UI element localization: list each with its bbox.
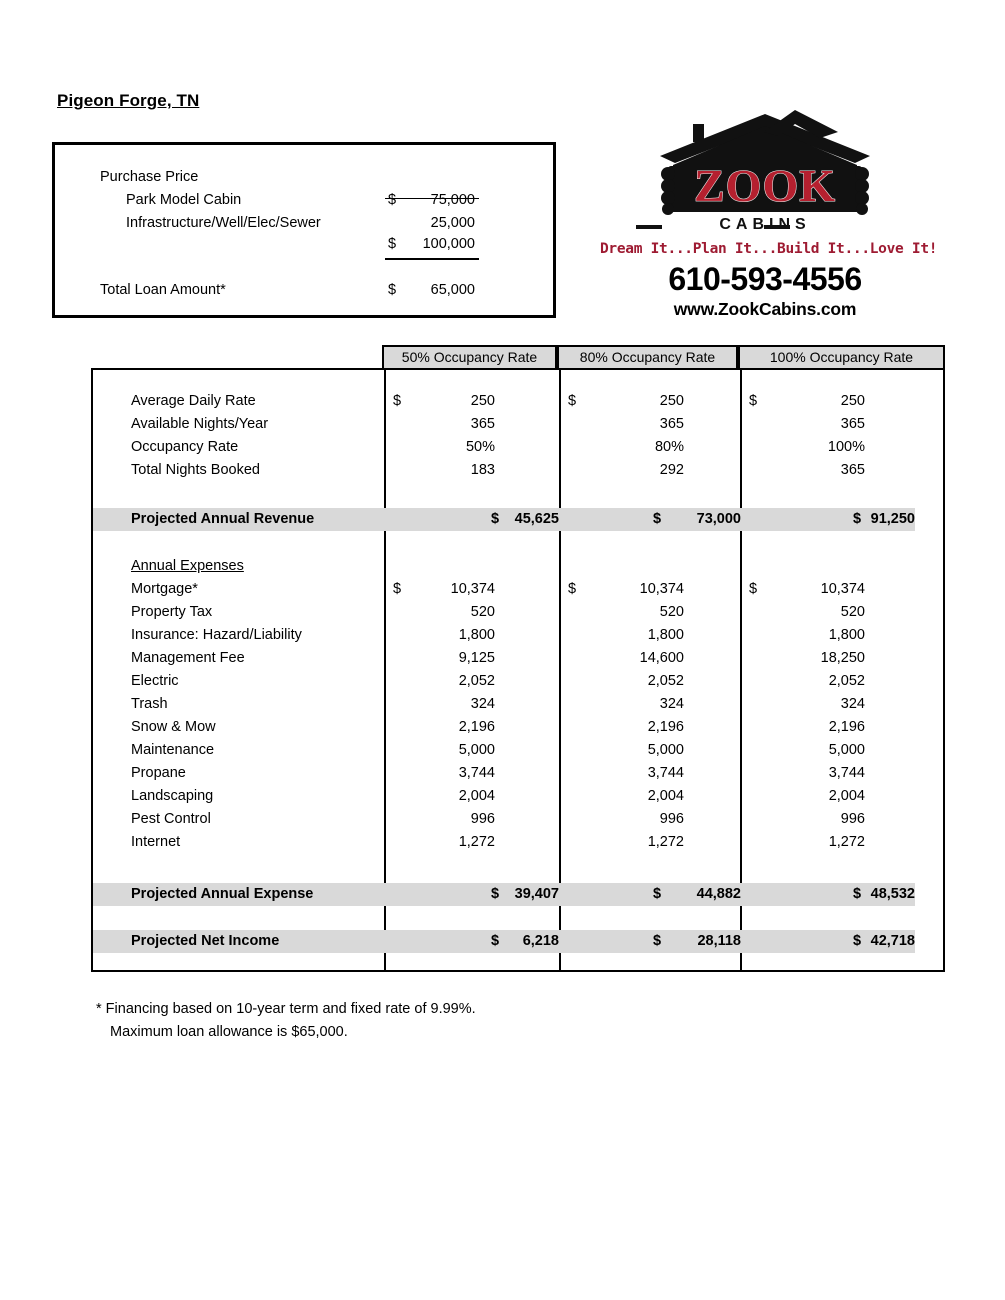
cell-value: 10,374: [820, 581, 865, 597]
annual-expenses-heading: Annual Expenses: [131, 558, 244, 574]
subtotal-currency: $: [388, 236, 397, 252]
row-label: Available Nights/Year: [131, 416, 269, 432]
cell-value: 18,250: [820, 650, 865, 666]
cell-value: 996: [470, 811, 495, 827]
row-label: Propane: [131, 765, 186, 781]
cell-value: 250: [470, 393, 495, 409]
cell-value: 2,196: [828, 719, 865, 735]
cell-currency: $: [491, 511, 500, 527]
cell-value: 73,000: [696, 511, 741, 527]
cell-currency: $: [491, 933, 500, 949]
cell-value: 365: [470, 416, 495, 432]
total-loan-amount-value: 65,000: [430, 282, 475, 298]
cell-value: 292: [659, 462, 684, 478]
subtotal-rule-bottom: [385, 258, 479, 260]
projected-annual-revenue-row: [93, 508, 915, 531]
cell-currency: $: [749, 393, 758, 409]
cell-value: 2,052: [828, 673, 865, 689]
column-header-50-occupancy: 50% Occupancy Rate: [382, 345, 557, 370]
zook-cabins-logo: [600, 108, 938, 319]
cell-value: 250: [840, 393, 865, 409]
row-label: Snow & Mow: [131, 719, 216, 735]
line-item-amount-infrastructure: 25,000: [430, 215, 475, 231]
purchase-price-heading: Purchase Price: [100, 169, 199, 185]
phone-number: 610-593-4556: [668, 261, 862, 297]
row-label: Pest Control: [131, 811, 211, 827]
proforma-table: [91, 368, 945, 972]
cell-value: 996: [659, 811, 684, 827]
cell-value: 39,407: [514, 886, 559, 902]
cell-value: 2,004: [647, 788, 684, 804]
cell-value: 5,000: [828, 742, 865, 758]
line-item-label-infrastructure: Infrastructure/Well/Elec/Sewer: [126, 215, 321, 231]
cell-currency: $: [568, 393, 577, 409]
cell-value: 2,052: [647, 673, 684, 689]
cell-value: 183: [470, 462, 495, 478]
cell-currency: $: [491, 886, 500, 902]
cell-value: 10,374: [450, 581, 495, 597]
cell-currency: $: [568, 581, 577, 597]
cell-value: 2,196: [647, 719, 684, 735]
cell-value: 324: [470, 696, 495, 712]
cell-value: 520: [470, 604, 495, 620]
logo-tagline: Dream It...Plan It...Build It...Love It!: [600, 241, 938, 257]
cell-value: 91,250: [870, 511, 915, 527]
row-label: Insurance: Hazard/Liability: [131, 627, 302, 643]
cell-value: 42,718: [870, 933, 915, 949]
cell-value: 996: [840, 811, 865, 827]
row-label: Landscaping: [131, 788, 214, 804]
cell-currency: $: [749, 581, 758, 597]
table-row: [93, 716, 943, 739]
table-row: [93, 390, 943, 413]
cell-value: 2,052: [458, 673, 495, 689]
cell-value: 50%: [465, 439, 495, 455]
cell-value: 2,004: [828, 788, 865, 804]
cell-currency: $: [853, 511, 862, 527]
projected-annual-expense-row: [93, 883, 915, 906]
footnote-line-2: Maximum loan allowance is $65,000.: [110, 1024, 348, 1040]
cell-value: 365: [659, 416, 684, 432]
cell-value: 365: [840, 416, 865, 432]
row-label: Occupancy Rate: [131, 439, 239, 455]
cell-value: 5,000: [647, 742, 684, 758]
row-label: Internet: [131, 834, 181, 850]
row-label: Property Tax: [131, 604, 213, 620]
row-label: Average Daily Rate: [131, 393, 256, 409]
cell-value: 45,625: [514, 511, 559, 527]
cell-value: 3,744: [458, 765, 495, 781]
subtotal-rule-top: [385, 198, 479, 199]
table-row: [93, 601, 943, 624]
cell-currency: $: [853, 886, 862, 902]
cell-currency: $: [393, 393, 402, 409]
cell-value: 324: [840, 696, 865, 712]
column-header-100-occupancy: 100% Occupancy Rate: [738, 345, 945, 370]
table-row: [93, 831, 943, 854]
purchase-price-box: [52, 142, 556, 318]
purchase-price-total-amount: 100,000: [422, 236, 475, 252]
cell-currency: $: [853, 933, 862, 949]
cell-currency: $: [653, 933, 662, 949]
table-row: [93, 670, 943, 693]
projected-net-income-row: [93, 930, 915, 953]
cell-value: 365: [840, 462, 865, 478]
footnote: [96, 998, 476, 1044]
total-loan-amount-label: Total Loan Amount*: [100, 282, 226, 298]
cell-value: 48,532: [870, 886, 915, 902]
table-row: [93, 808, 943, 831]
row-label: Projected Net Income: [131, 933, 280, 949]
table-row: [93, 459, 943, 482]
row-label: Projected Annual Revenue: [131, 511, 315, 527]
cabin-logo-icon: [652, 108, 878, 218]
cell-value: 100%: [827, 439, 865, 455]
cell-value: 520: [840, 604, 865, 620]
cell-currency: $: [393, 581, 402, 597]
cell-value: 324: [659, 696, 684, 712]
cell-value: 3,744: [828, 765, 865, 781]
cell-value: 2,004: [458, 788, 495, 804]
table-row: [93, 578, 943, 601]
page-title: Pigeon Forge, TN: [57, 91, 200, 110]
cell-value: 3,744: [647, 765, 684, 781]
annual-expenses-heading-row: [93, 555, 943, 578]
cell-value: 10,374: [639, 581, 684, 597]
cell-value: 1,272: [647, 834, 684, 850]
table-row: [93, 785, 943, 808]
cell-value: 2,196: [458, 719, 495, 735]
cabins-wordmark: CABINS: [719, 216, 811, 233]
row-label: Trash: [131, 696, 168, 712]
table-row: [93, 436, 943, 459]
cell-value: 520: [659, 604, 684, 620]
row-label: Electric: [131, 673, 179, 689]
cell-currency: $: [653, 511, 662, 527]
table-row: [93, 624, 943, 647]
table-row: [93, 739, 943, 762]
table-row: [93, 693, 943, 716]
total-loan-currency: $: [388, 282, 397, 298]
cell-currency: $: [653, 886, 662, 902]
row-label: Mortgage*: [131, 581, 198, 597]
svg-text:ZOOK: ZOOK: [693, 160, 837, 211]
cell-value: 44,882: [696, 886, 741, 902]
website-url: www.ZookCabins.com: [673, 299, 857, 319]
cell-value: 1,800: [828, 627, 865, 643]
table-row: [93, 762, 943, 785]
row-label: Total Nights Booked: [131, 462, 260, 478]
table-row: [93, 647, 943, 670]
line-item-label-park-model-cabin: Park Model Cabin: [126, 192, 242, 208]
line-item-amount-park-model-cabin: 75,000: [430, 192, 475, 208]
row-label: Projected Annual Expense: [131, 886, 314, 902]
cell-value: 1,272: [828, 834, 865, 850]
cell-value: 1,800: [647, 627, 684, 643]
footnote-line-1: * Financing based on 10-year term and fixed rate of 9.99%.: [96, 1001, 476, 1017]
cell-value: 250: [659, 393, 684, 409]
cell-value: 5,000: [458, 742, 495, 758]
cell-value: 80%: [654, 439, 684, 455]
cell-value: 28,118: [697, 933, 741, 949]
cell-value: 1,800: [458, 627, 495, 643]
table-row: [93, 413, 943, 436]
line-item-currency-0: $: [388, 192, 397, 208]
cell-value: 9,125: [458, 650, 495, 666]
row-label: Management Fee: [131, 650, 245, 666]
column-header-80-occupancy: 80% Occupancy Rate: [557, 345, 738, 370]
cell-value: 14,600: [639, 650, 684, 666]
cell-value: 1,272: [458, 834, 495, 850]
cell-value: 6,218: [522, 933, 559, 949]
row-label: Maintenance: [131, 742, 215, 758]
